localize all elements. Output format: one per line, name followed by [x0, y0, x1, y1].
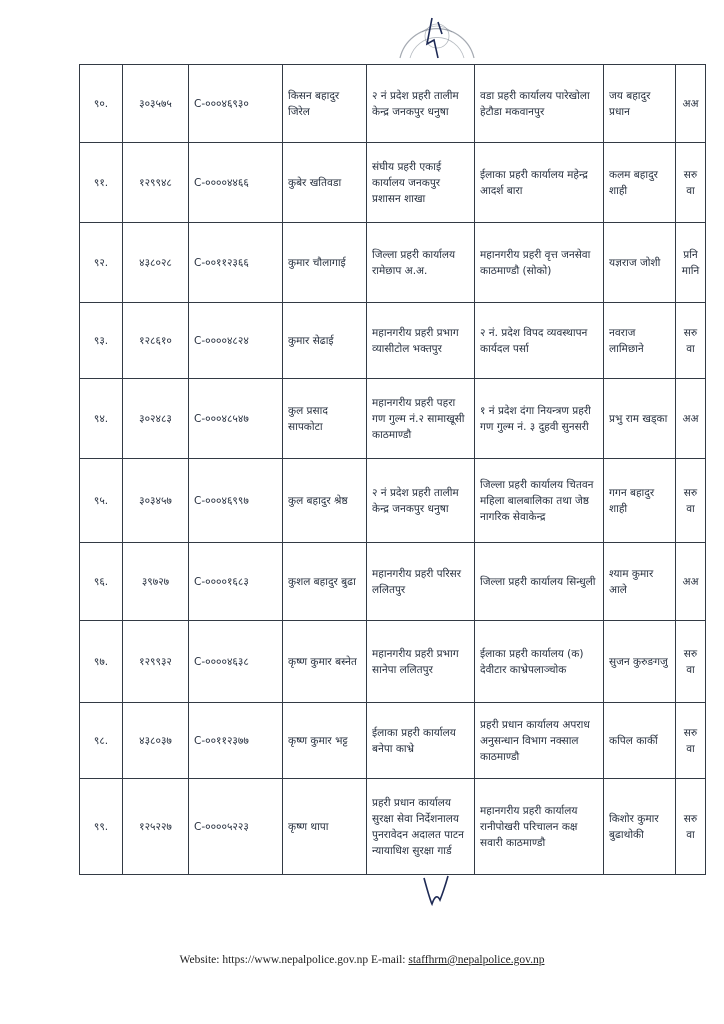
employee-id: ४३८०३७: [123, 703, 189, 779]
new-office: महानगरीय प्रहरी वृत्त जनसेवा काठमाण्डौ (सोको): [475, 223, 604, 303]
serial-number: ९३.: [80, 303, 123, 379]
serial-number: ९१.: [80, 143, 123, 223]
record-code: C-००००१६८३: [189, 543, 283, 621]
officer-name: गगन बहादुर शाही: [604, 459, 676, 543]
table-row: [80, 143, 706, 223]
serial-number: ९६.: [80, 543, 123, 621]
current-office: प्रहरी प्रधान कार्यालय सुरक्षा सेवा निर्देशनालय पुनरावेदन अदालत पाटन न्यायाधिश सुरक्षा गार्ड: [367, 779, 475, 875]
serial-number: ९८.: [80, 703, 123, 779]
employee-name: कृष्ण कुमार भट्ट: [283, 703, 367, 779]
new-office: वडा प्रहरी कार्यालय पारेखोला हेटौडा मकवानपुर: [475, 65, 604, 143]
remark: प्रनिमानि: [676, 223, 706, 303]
table-row: [80, 779, 706, 875]
personnel-transfer-table: [79, 64, 706, 875]
record-code: C-००००५२२३: [189, 779, 283, 875]
record-code: C-००११२३७७: [189, 703, 283, 779]
footer-website-text: Website: https://www.nepalpolice.gov.np E-mail:: [179, 954, 409, 966]
employee-name: किसन बहादुर जिरेल: [283, 65, 367, 143]
officer-name: नवराज लामिछाने: [604, 303, 676, 379]
table-row: [80, 65, 706, 143]
remark: अअ: [676, 543, 706, 621]
table-row: [80, 703, 706, 779]
serial-number: ९२.: [80, 223, 123, 303]
officer-name: जय बहादुर प्रधान: [604, 65, 676, 143]
employee-id: १२९९४८: [123, 143, 189, 223]
record-code: C-००००४८२४: [189, 303, 283, 379]
current-office: महानगरीय प्रहरी प्रभाग सानेपा ललितपुर: [367, 621, 475, 703]
current-office: २ नं प्रदेश प्रहरी तालीम केन्द्र जनकपुर धनुषा: [367, 65, 475, 143]
employee-name: कुबेर खतिवडा: [283, 143, 367, 223]
record-code: C-००००४४६६: [189, 143, 283, 223]
remark: सरुवा: [676, 703, 706, 779]
employee-name: कुमार चौलागाई: [283, 223, 367, 303]
remark: सरुवा: [676, 459, 706, 543]
employee-id: १२५२२७: [123, 779, 189, 875]
employee-name: कृष्ण कुमार बस्नेत: [283, 621, 367, 703]
employee-id: ३०२४८३: [123, 379, 189, 459]
new-office: ईलाका प्रहरी कार्यालय महेन्द्र आदर्श बारा: [475, 143, 604, 223]
remark: सरुवा: [676, 303, 706, 379]
officer-name: सुजन कुरुङगजु: [604, 621, 676, 703]
employee-name: कुशल बहादुर बुढा: [283, 543, 367, 621]
employee-name: कृष्ण थापा: [283, 779, 367, 875]
employee-id: ३०३४५७: [123, 459, 189, 543]
table-row: [80, 303, 706, 379]
footer-email-link[interactable]: staffhrm@nepalpolice.gov.np: [408, 954, 545, 966]
page-footer: [0, 954, 724, 966]
officer-name: प्रभु राम खड्का: [604, 379, 676, 459]
employee-name: कुल बहादुर श्रेष्ठ: [283, 459, 367, 543]
new-office: २ नं. प्रदेश विपद व्यवस्थापन कार्यदल पर्सा: [475, 303, 604, 379]
officer-name: किशोर कुमार बुढाथोकी: [604, 779, 676, 875]
serial-number: ९५.: [80, 459, 123, 543]
signature-mark-bottom: [418, 870, 454, 910]
employee-id: ३०३५७५: [123, 65, 189, 143]
serial-number: ९४.: [80, 379, 123, 459]
record-code: C-००११२३६६: [189, 223, 283, 303]
new-office: महानगरीय प्रहरी कार्यालय रानीपोखरी परिचालन कक्ष सवारी काठमाण्डौ: [475, 779, 604, 875]
new-office: जिल्ला प्रहरी कार्यालय सिन्धुली: [475, 543, 604, 621]
remark: सरुवा: [676, 143, 706, 223]
new-office: जिल्ला प्रहरी कार्यालय चितवन महिला बालबालिका तथा जेष्ठ नागरिक सेवाकेन्द्र: [475, 459, 604, 543]
serial-number: ९७.: [80, 621, 123, 703]
table-row: [80, 223, 706, 303]
employee-name: कुल प्रसाद सापकोटा: [283, 379, 367, 459]
serial-number: ९९.: [80, 779, 123, 875]
current-office: महानगरीय प्रहरी प्रभाग व्यासीटोल भक्तपुर: [367, 303, 475, 379]
remark: अअ: [676, 379, 706, 459]
employee-id: ४३८०२८: [123, 223, 189, 303]
table-row: [80, 459, 706, 543]
signature-mark-top: [418, 14, 448, 64]
table-row: [80, 379, 706, 459]
current-office: महानगरीय प्रहरी पहरा गण गुल्म नं.२ सामाखूसी काठमाण्डौ: [367, 379, 475, 459]
table-row: [80, 621, 706, 703]
remark: सरुवा: [676, 779, 706, 875]
current-office: संघीय प्रहरी एकाई कार्यालय जनकपुर प्रशासन शाखा: [367, 143, 475, 223]
employee-id: ३९७२७: [123, 543, 189, 621]
serial-number: ९०.: [80, 65, 123, 143]
current-office: महानगरीय प्रहरी परिसर ललितपुर: [367, 543, 475, 621]
employee-id: १२८६१०: [123, 303, 189, 379]
record-code: C-०००४८५४७: [189, 379, 283, 459]
employee-id: १२९९३२: [123, 621, 189, 703]
current-office: २ नं प्रदेश प्रहरी तालीम केन्द्र जनकपुर धनुषा: [367, 459, 475, 543]
record-code: C-०००४६९९७: [189, 459, 283, 543]
remark: अअ: [676, 65, 706, 143]
officer-name: कलम बहादुर शाही: [604, 143, 676, 223]
new-office: १ नं प्रदेश दंगा नियन्त्रण प्रहरी गण गुल्म नं. ३ दुहवी सुनसरी: [475, 379, 604, 459]
record-code: C-०००४६९३०: [189, 65, 283, 143]
current-office: ईलाका प्रहरी कार्यालय बनेपा काभ्रे: [367, 703, 475, 779]
remark: सरुवा: [676, 621, 706, 703]
officer-name: यज्ञराज जोशी: [604, 223, 676, 303]
officer-name: कपिल कार्की: [604, 703, 676, 779]
new-office: ईलाका प्रहरी कार्यालय (क) देवीटार काभ्रेपलाञ्चोक: [475, 621, 604, 703]
new-office: प्रहरी प्रधान कार्यालय अपराध अनुसन्धान विभाग नक्साल काठमाण्डौ: [475, 703, 604, 779]
record-code: C-००००४६३८: [189, 621, 283, 703]
officer-name: श्याम कुमार आले: [604, 543, 676, 621]
employee-name: कुमार सेढाई: [283, 303, 367, 379]
current-office: जिल्ला प्रहरी कार्यालय रामेछाप अ.अ.: [367, 223, 475, 303]
table-row: [80, 543, 706, 621]
